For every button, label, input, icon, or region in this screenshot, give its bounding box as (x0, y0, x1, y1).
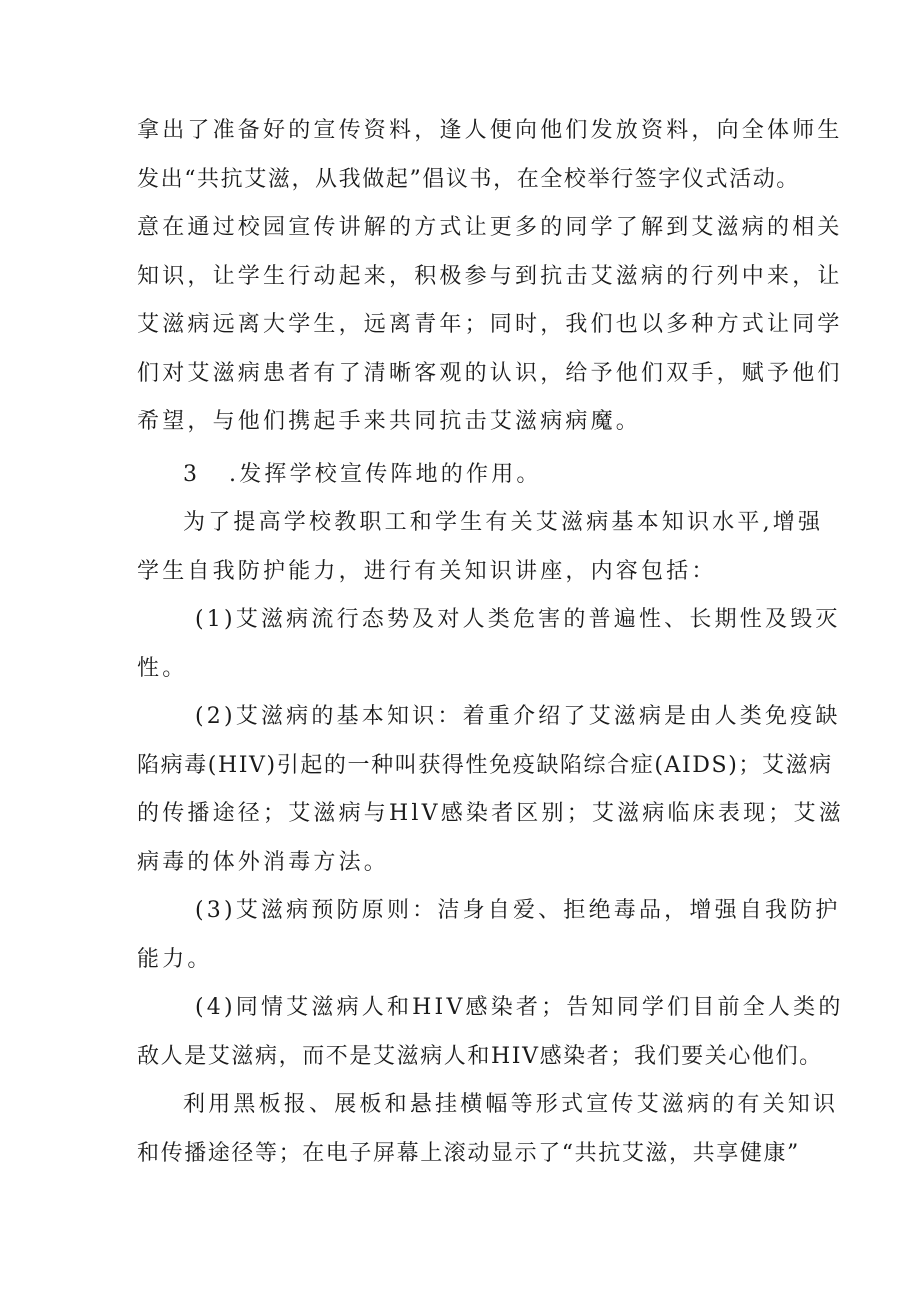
paragraph-line-5: 艾滋病远离大学生，远离青年；同时，我们也以多种方式让同学 (137, 312, 843, 337)
list-item-2-line-3: 的传播途径；艾滋病与HlV感染者区别；艾滋病临床表现；艾滋 (137, 801, 844, 826)
paragraph-line-10: 利用黑板报、展板和悬挂横幅等形式宣传艾滋病的有关知识 (183, 1092, 839, 1117)
section-number: 3 (183, 462, 201, 487)
list-item-1-line-1: (1)艾滋病流行态势及对人类危害的普遍性、长期性及毁灭 (195, 607, 841, 632)
list-item-4-line-2: 敌人是艾滋病，而不是艾滋病人和HIV感染者；我们要关心他们。 (137, 1044, 823, 1069)
paragraph-line-1: 拿出了准备好的宣传资料，逢人便向他们发放资料，向全体师生 (137, 118, 843, 143)
paragraph-line-9: 学生自我防护能力，进行有关知识讲座，内容包括： (137, 559, 717, 584)
list-item-2-line-2: 陷病毒(HIV)引起的一种叫获得性免疫缺陷综合症(AIDS)；艾滋病 (137, 753, 833, 778)
paragraph-line-6: 们对艾滋病患者有了清晰客观的认识，给予他们双手，赋予他们 (137, 361, 843, 386)
paragraph-line-3: 意在通过校园宣传讲解的方式让更多的同学了解到艾滋病的相关 (137, 215, 843, 240)
section-title: .发挥学校宣传阵地的作用。 (229, 462, 542, 487)
section-heading (183, 460, 883, 490)
list-item-2-line-1: (2)艾滋病的基本知识：着重介绍了艾滋病是由人类免疫缺 (195, 704, 841, 729)
paragraph-line-7: 希望，与他们携起手来共同抗击艾滋病病魔。 (137, 409, 642, 434)
paragraph-line-2: 发出“共抗艾滋，从我做起”倡议书，在全校举行签字仪式活动。 (137, 167, 800, 192)
list-item-1-line-2: 性。 (137, 656, 188, 681)
paragraph-line-4: 知识，让学生行动起来，积极参与到抗击艾滋病的行列中来，让 (137, 264, 843, 289)
list-item-3-line-1: (3)艾滋病预防原则：洁身自爱、拒绝毒品，增强自我防护 (195, 898, 841, 923)
list-item-3-line-2: 能力。 (137, 947, 213, 972)
paragraph-line-11: 和传播途径等；在电子屏幕上滚动显示了“共抗艾滋，共享健康” (137, 1141, 800, 1166)
list-item-2-line-4: 病毒的体外消毒方法。 (137, 850, 390, 875)
paragraph-line-8: 为了提高学校教职工和学生有关艾滋病基本知识水平,增强 (183, 510, 824, 535)
list-item-4-line-1: (4)同情艾滋病人和HIV感染者；告知同学们目前全人类的 (195, 995, 844, 1020)
